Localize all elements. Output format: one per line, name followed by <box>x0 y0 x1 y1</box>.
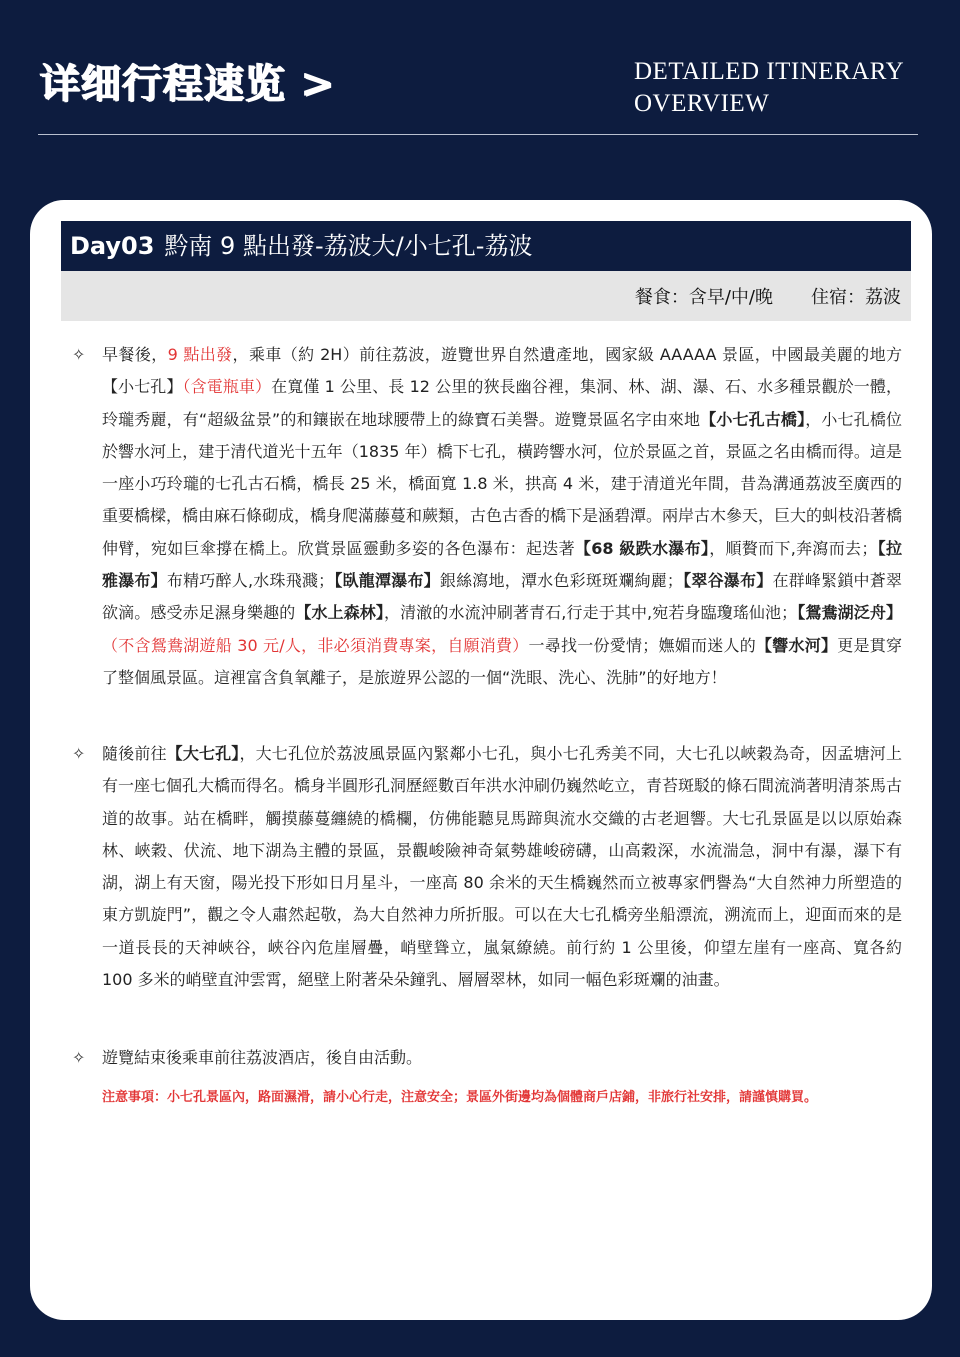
caution-note: 注意事項：小七孔景區內，路面濕滑，請小心行走，注意安全；景區外街邊均為個體商戶店鋪，非旅行社安排，請謹慎購買。 <box>102 1090 818 1105</box>
text-segment: 【小七孔古橋】 <box>700 409 806 429</box>
day-title-bar <box>61 221 911 271</box>
text-segment: 【水上森林】 <box>295 603 385 623</box>
text-segment: 【68 級跌水瀑布】 <box>574 538 710 558</box>
paragraph-section-1 <box>72 339 903 694</box>
text-segment: 一尋找一份愛情；嫵媚而迷人的 <box>528 635 756 655</box>
meals-info: 餐食：含早/中/晚 <box>634 287 773 308</box>
itinerary-card <box>30 200 932 1320</box>
header-title-en-line2: OVERVIEW <box>634 90 770 117</box>
text-segment: （含電瓶車） <box>182 377 272 397</box>
text-segment: 早餐後， <box>102 345 168 364</box>
paragraph-text <box>102 1042 902 1074</box>
text-segment: 遊覽結束後乘車前往荔波酒店，後自由活動。 <box>102 1048 423 1067</box>
paragraph-text <box>102 339 902 694</box>
text-segment: ，順贅而下,奔瀉而去； <box>709 538 878 558</box>
paragraph-text <box>102 738 902 996</box>
text-segment: 銀絲瀉地，潭水色彩斑斑斕絢麗； <box>439 571 683 591</box>
lodging-info: 住宿：荔波 <box>811 287 901 308</box>
meal-lodging-bar <box>61 271 911 321</box>
day-number: Day03 <box>70 232 155 260</box>
text-segment: ，小七孔橋位於響水河上，建于清代道光十五年（1835 年）橋下七孔，橫跨響水河，位於景區之首，景區之名由橋而得。這是一座小巧玲瓏的七孔古石橋，橋長 25 米，橋面寬 1.8 米，拱高 4 米，建于清道光年間，昔為溝通荔波至廣西的重要橋樑，橋由麻石條砌成，橋身爬滿藤蔓和蕨類，古色古香的橋下是涵碧潭。兩岸古木參天，巨大的虯枝沿著橋伸臂，宛如巨傘撐在橋上。欣賞景區靈動多姿的各色瀑布：起迭著 <box>102 409 903 558</box>
text-segment: 【翠谷瀑布】 <box>682 571 773 591</box>
paragraph-section-2 <box>72 738 903 996</box>
bullet-icon: ✧ <box>72 744 86 763</box>
text-segment: 【大七孔】 <box>166 744 240 763</box>
text-segment: 布精巧醉人,水珠飛濺； <box>166 571 335 591</box>
bullet-icon: ✧ <box>72 345 86 364</box>
text-segment: ，清澈的水流沖刷著青石,行走于其中,宛若身臨瓊瑤仙池； <box>384 603 798 623</box>
header-title-cn: 详细行程速览 > <box>40 61 336 107</box>
text-segment: 隨後前往 <box>102 744 167 763</box>
text-segment: （不含鴛鴦湖遊船 30 元/人，非必須消費專案，自願消費） <box>102 635 529 655</box>
text-segment: ，乘車（約 2H）前往荔波，遊覽世界自然遺產地，國家級 AAAAA 景區，中國最美麗的地方【小七孔】 <box>102 345 902 397</box>
day-route: 黔南 9 點出發-荔波大/小七孔-荔波 <box>164 232 533 260</box>
paragraph-section-3 <box>72 1042 902 1074</box>
text-segment: 在寬僅 1 公里、長 12 公里的狹長幽谷裡，集洞、林、湖、瀑、石、水多種景觀於一體，玲瓏秀麗，有“超級盆景”的和鑲嵌在地球腰帶上的綠寶石美譽。遊覽景區名字由來地 <box>102 377 902 429</box>
header-title-en-line1: DETAILED ITINERARY <box>634 58 905 85</box>
text-segment: 9 點出發 <box>167 345 233 364</box>
text-segment: 【響水河】 <box>755 635 838 655</box>
text-segment: 【臥龍潭瀑布】 <box>334 571 440 591</box>
text-segment: 更是貫穿了整個風景區。這裡富含負氧離子，是旅遊界公認的一個“洗眼、洗心、洗肺”的好地方！ <box>102 635 902 687</box>
bullet-icon: ✧ <box>72 1048 86 1067</box>
text-segment: 【鴛鴦湖泛舟】 <box>797 603 902 623</box>
header-divider <box>38 134 918 135</box>
text-segment: ，大七孔位於荔波風景區內緊鄰小七孔，與小七孔秀美不同，大七孔以峽穀為奇，因孟塘河上有一座七個孔大橋而得名。橋身半圓形孔洞歷經數百年洪水沖刷仍巍然屹立，青苔斑駁的條石間流淌著明清茶馬古道的故事。站在橋畔，觸摸藤蔓纏繞的橋欄，仿佛能聽見馬蹄與流水交織的古老迴響。大七孔景區是以以原始森林、峽穀、伏流、地下湖為主體的景區，景觀峻險神奇氣勢雄峻磅礴，山高穀深，水流湍急，洞中有瀑，瀑下有湖，湖上有天窗，陽光投下形如日月星斗，一座高 80 余米的天生橋巍然而立被專家們譽為“大自然神力所塑造的東方凱旋門”，觀之令人肅然起敬，為大自然神力所折服。可以在大七孔橋旁坐船漂流，溯流而上，迎面而來的是一道長長的天神峽谷，峽谷內危崖層疊，峭壁聳立，嵐氣繚繞。前行約 1 公里後，仰望左崖有一座高、寬各約 100 多米的峭壁直沖雲霄，絕壁上附著朵朵鐘乳、層層翠林，如同一幅色彩斑斕的油畫。 <box>102 744 903 990</box>
header-title-en <box>634 56 904 120</box>
text-segment: 【拉雅瀑布】 <box>102 538 902 591</box>
text-segment: 在群峰緊鎖中蒼翠欲滴。感受赤足濕身樂趣的 <box>102 571 902 623</box>
